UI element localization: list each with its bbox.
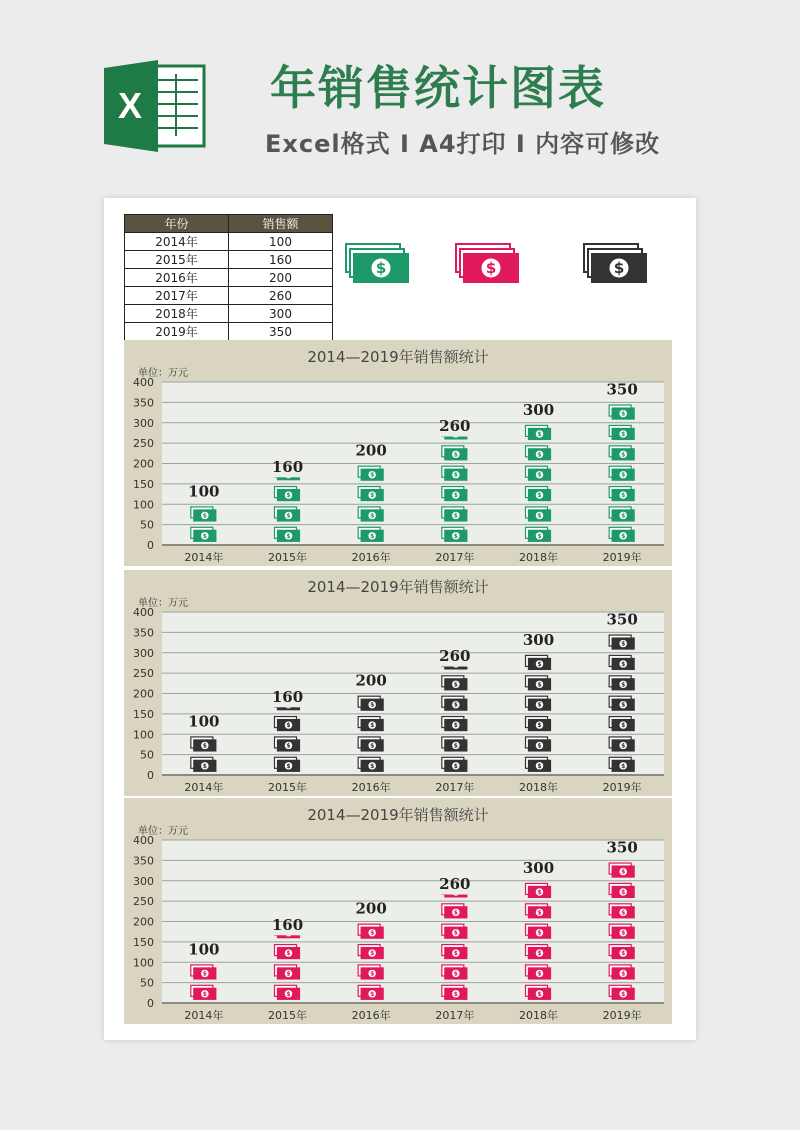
x-tick-label: 2015年 (268, 551, 307, 564)
svg-text:$: $ (453, 532, 458, 540)
svg-text:$: $ (537, 532, 542, 540)
x-tick-label: 2017年 (435, 781, 475, 794)
y-tick-label: 400 (133, 834, 154, 847)
svg-text:$: $ (537, 471, 542, 479)
svg-text:$: $ (370, 970, 375, 978)
svg-text:$: $ (370, 722, 375, 730)
chart-panel-green (124, 340, 672, 566)
cell-sales[interactable]: 300 (229, 305, 333, 323)
page-title: 年销售统计图表 (270, 61, 606, 115)
y-tick-label: 250 (133, 667, 154, 681)
svg-text:$: $ (286, 950, 291, 958)
data-label: 260 (439, 647, 471, 666)
svg-text:$: $ (286, 990, 291, 998)
data-label: 300 (522, 630, 555, 649)
data-label: 100 (188, 712, 220, 731)
y-tick-label: 250 (133, 437, 154, 451)
svg-text:$: $ (537, 950, 542, 958)
svg-text:$: $ (370, 990, 375, 998)
y-tick-label: 100 (133, 728, 154, 742)
svg-text:$: $ (621, 492, 626, 500)
chart-title: 2014—2019年销售额统计 (307, 806, 489, 824)
y-tick-label: 250 (133, 895, 154, 909)
svg-text:$: $ (537, 430, 542, 438)
table-row (125, 305, 333, 323)
x-tick-label: 2019年 (602, 551, 642, 564)
svg-text:$: $ (286, 722, 291, 730)
svg-text:$: $ (621, 909, 626, 917)
column-header-year: 年份 (125, 215, 229, 233)
sales-table (124, 214, 333, 341)
cell-year[interactable]: 2018年 (125, 305, 229, 323)
svg-text:$: $ (485, 259, 497, 278)
cell-year[interactable]: 2019年 (125, 323, 229, 341)
svg-text:$: $ (453, 742, 458, 750)
y-tick-label: 50 (140, 976, 154, 990)
money-icon-green[interactable] (344, 242, 410, 286)
svg-text:$: $ (453, 451, 458, 459)
bar-2019年[interactable] (609, 635, 634, 771)
svg-text:$: $ (537, 970, 542, 978)
page-subtitle: Excel格式 Ⅰ A4打印 Ⅰ 内容可修改 (265, 130, 661, 158)
y-tick-label: 100 (133, 956, 154, 970)
x-tick-label: 2016年 (351, 1009, 391, 1022)
data-label: 200 (355, 899, 387, 918)
cell-year[interactable]: 2016年 (125, 269, 229, 287)
svg-text:$: $ (621, 451, 626, 459)
data-label: 260 (439, 417, 471, 436)
y-tick-label: 400 (133, 606, 154, 619)
svg-text:$: $ (202, 990, 207, 998)
svg-text:$: $ (370, 950, 375, 958)
page-header (0, 0, 800, 200)
y-tick-label: 50 (140, 748, 154, 762)
x-tick-label: 2015年 (268, 1009, 307, 1022)
svg-text:$: $ (621, 701, 626, 709)
svg-text:$: $ (537, 722, 542, 730)
svg-text:$: $ (621, 640, 626, 648)
y-tick-label: 200 (133, 687, 154, 701)
y-tick-label: 150 (133, 707, 154, 721)
svg-text:$: $ (537, 512, 542, 520)
y-tick-label: 200 (133, 457, 154, 471)
sales-chart-pink (124, 798, 672, 1024)
cell-sales[interactable]: 260 (229, 287, 333, 305)
cell-year[interactable]: 2015年 (125, 251, 229, 269)
svg-text:$: $ (621, 722, 626, 730)
table-row (125, 323, 333, 341)
sales-chart-black (124, 570, 672, 796)
svg-text:$: $ (621, 888, 626, 896)
svg-text:$: $ (537, 929, 542, 937)
x-tick-label: 2018年 (519, 781, 558, 794)
table-row (125, 251, 333, 269)
y-tick-label: 350 (133, 396, 154, 410)
data-label: 160 (271, 687, 304, 706)
y-tick-label: 350 (133, 626, 154, 640)
data-label: 260 (439, 875, 471, 894)
y-tick-label: 100 (133, 498, 154, 512)
y-tick-label: 300 (133, 416, 154, 430)
y-tick-label: 400 (133, 376, 154, 389)
svg-text:$: $ (621, 929, 626, 937)
svg-text:$: $ (621, 950, 626, 958)
svg-text:$: $ (202, 532, 207, 540)
svg-text:$: $ (537, 742, 542, 750)
svg-text:$: $ (202, 742, 207, 750)
x-tick-label: 2018年 (519, 1009, 558, 1022)
svg-text:$: $ (286, 532, 291, 540)
svg-text:$: $ (453, 512, 458, 520)
money-icon-pink[interactable] (454, 242, 520, 286)
x-tick-label: 2016年 (351, 551, 391, 564)
table-row (125, 233, 333, 251)
data-label: 300 (522, 400, 555, 419)
bar-2019年[interactable] (609, 405, 634, 541)
data-label: 350 (606, 838, 638, 857)
y-tick-label: 150 (133, 477, 154, 491)
svg-text:$: $ (537, 762, 542, 770)
cell-sales[interactable]: 160 (229, 251, 333, 269)
x-tick-label: 2019年 (602, 781, 642, 794)
x-tick-label: 2019年 (602, 1009, 642, 1022)
svg-text:$: $ (286, 742, 291, 750)
svg-text:$: $ (202, 512, 207, 520)
cell-year[interactable]: 2017年 (125, 287, 229, 305)
svg-text:$: $ (537, 660, 542, 668)
sales-chart-green (124, 340, 672, 566)
table-row (125, 287, 333, 305)
svg-text:$: $ (621, 990, 626, 998)
svg-text:$: $ (613, 259, 625, 278)
svg-text:$: $ (621, 762, 626, 770)
svg-text:$: $ (621, 742, 626, 750)
excel-logo-icon (100, 58, 210, 154)
data-label: 350 (606, 380, 638, 399)
data-label: 100 (188, 940, 220, 959)
svg-text:$: $ (370, 492, 375, 500)
svg-text:$: $ (453, 929, 458, 937)
data-label: 100 (188, 482, 220, 501)
svg-text:$: $ (537, 681, 542, 689)
svg-text:$: $ (621, 532, 626, 540)
data-label: 160 (271, 915, 304, 934)
svg-text:$: $ (453, 762, 458, 770)
svg-text:$: $ (537, 701, 542, 709)
bar-2019年[interactable] (609, 863, 634, 999)
y-tick-label: 200 (133, 915, 154, 929)
svg-text:$: $ (453, 909, 458, 917)
x-tick-label: 2015年 (268, 781, 307, 794)
svg-text:$: $ (537, 451, 542, 459)
svg-text:$: $ (537, 492, 542, 500)
svg-text:$: $ (370, 471, 375, 479)
svg-text:$: $ (453, 681, 458, 689)
x-tick-label: 2014年 (184, 551, 224, 564)
svg-text:$: $ (202, 762, 207, 770)
unit-label: 单位：万元 (138, 598, 188, 609)
x-tick-label: 2018年 (519, 551, 558, 564)
svg-text:$: $ (453, 970, 458, 978)
y-tick-label: 0 (147, 769, 154, 782)
table-header-row (125, 215, 333, 233)
svg-text:$: $ (286, 492, 291, 500)
svg-text:$: $ (537, 888, 542, 896)
data-label: 200 (355, 441, 387, 460)
svg-text:$: $ (370, 701, 375, 709)
data-label: 200 (355, 671, 387, 690)
svg-text:$: $ (621, 681, 626, 689)
svg-text:$: $ (537, 909, 542, 917)
svg-text:$: $ (286, 970, 291, 978)
y-tick-label: 350 (133, 854, 154, 868)
y-tick-label: 0 (147, 997, 154, 1010)
unit-label: 单位：万元 (138, 826, 188, 837)
worksheet (104, 198, 696, 1040)
svg-text:$: $ (621, 970, 626, 978)
svg-text:$: $ (286, 762, 291, 770)
svg-text:$: $ (621, 430, 626, 438)
svg-text:$: $ (370, 742, 375, 750)
chart-panel-pink (124, 798, 672, 1024)
svg-text:$: $ (375, 259, 387, 278)
svg-text:$: $ (453, 722, 458, 730)
svg-text:$: $ (537, 990, 542, 998)
svg-text:$: $ (621, 868, 626, 876)
svg-text:$: $ (370, 532, 375, 540)
unit-label: 单位：万元 (138, 368, 188, 379)
x-tick-label: 2016年 (351, 781, 391, 794)
cell-sales[interactable]: 200 (229, 269, 333, 287)
chart-title: 2014—2019年销售额统计 (307, 348, 489, 366)
chart-title: 2014—2019年销售额统计 (307, 578, 489, 596)
svg-text:$: $ (621, 410, 626, 418)
svg-text:$: $ (453, 492, 458, 500)
y-tick-label: 50 (140, 518, 154, 532)
svg-text:$: $ (453, 950, 458, 958)
money-icon-black[interactable] (582, 242, 648, 286)
svg-text:$: $ (621, 471, 626, 479)
cell-sales[interactable]: 350 (229, 323, 333, 341)
table-row (125, 269, 333, 287)
logo-letter: X (117, 85, 143, 126)
x-tick-label: 2014年 (184, 781, 224, 794)
svg-text:$: $ (621, 512, 626, 520)
data-label: 160 (271, 457, 304, 476)
chart-panel-black (124, 570, 672, 796)
cell-sales[interactable]: 100 (229, 233, 333, 251)
svg-text:$: $ (453, 701, 458, 709)
svg-text:$: $ (370, 512, 375, 520)
x-tick-label: 2017年 (435, 1009, 475, 1022)
x-tick-label: 2017年 (435, 551, 475, 564)
y-tick-label: 150 (133, 935, 154, 949)
cell-year[interactable]: 2014年 (125, 233, 229, 251)
data-label: 350 (606, 610, 638, 629)
svg-text:$: $ (202, 970, 207, 978)
svg-text:$: $ (370, 929, 375, 937)
y-tick-label: 300 (133, 646, 154, 660)
svg-text:$: $ (453, 471, 458, 479)
svg-text:$: $ (370, 762, 375, 770)
svg-text:$: $ (286, 512, 291, 520)
svg-text:$: $ (453, 990, 458, 998)
x-tick-label: 2014年 (184, 1009, 224, 1022)
y-tick-label: 0 (147, 539, 154, 552)
column-header-sales: 销售额 (229, 215, 333, 233)
y-tick-label: 300 (133, 874, 154, 888)
svg-text:$: $ (621, 660, 626, 668)
data-label: 300 (522, 858, 555, 877)
